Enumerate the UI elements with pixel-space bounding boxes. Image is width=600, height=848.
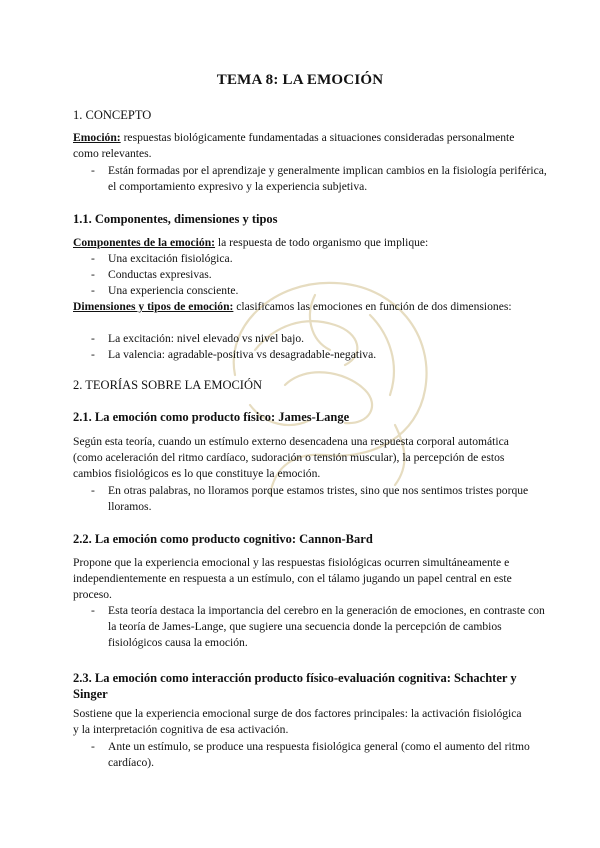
definition: clasificamos las emociones en función de dos dimensiones:	[233, 300, 512, 313]
list-item: - Una experiencia consciente.	[91, 283, 548, 299]
subsection-heading: 2.1. La emoción como producto físico: James-Lange	[73, 410, 350, 424]
paragraph: Según esta teoría, cuando un estímulo externo desencadena una respuesta corporal automática (como aceleración del ritmo cardíaco, sudoración o tensión muscular), la percepción de estos cambios fisiológicos es lo que constituye la emoción.	[73, 435, 509, 480]
paragraph	[73, 235, 528, 251]
list-item: - La valencia: agradable-positiva vs desagradable-negativa.	[91, 347, 548, 363]
paragraph	[73, 130, 528, 162]
paragraph: Sostiene que la experiencia emocional surge de dos factores principales: la activación fisiológica y la interpretación cognitiva de esa activación.	[73, 707, 522, 736]
list-item: - La excitación: nivel elevado vs nivel bajo.	[91, 331, 548, 347]
section-heading: 2. TEORÍAS SOBRE LA EMOCIÓN	[73, 378, 263, 392]
term: Dimensiones y tipos de emoción:	[73, 300, 234, 313]
page-title: TEMA 8: LA EMOCIÓN	[216, 72, 384, 88]
paragraph: Propone que la experiencia emocional y las respuestas fisiológicas ocurren simultáneamente e independientemente en respuesta a un estímulo, con el tálamo jugando un papel central en este proceso.	[73, 556, 512, 601]
definition: respuestas biológicamente fundamentadas a situaciones consideradas personalmente como relevantes.	[73, 131, 515, 160]
subsection-heading: 2.3. La emoción como interacción producto físico-evaluación cognitiva: Schachter y Singer	[73, 671, 517, 701]
subsection-heading: 2.2. La emoción como producto cognitivo: Cannon-Bard	[73, 532, 373, 546]
list-item: - En otras palabras, no lloramos porque estamos tristes, sino que nos sentimos tristes porque lloramos.	[91, 483, 548, 515]
section-heading: 1. CONCEPTO	[73, 108, 152, 122]
list-item: - Conductas expresivas.	[91, 267, 548, 283]
subsection-heading: 1.1. Componentes, dimensiones y tipos	[73, 212, 278, 226]
list-item: - Están formadas por el aprendizaje y generalmente implican cambios en la fisiología periférica, el comportamiento expresivo y la experiencia subjetiva.	[91, 163, 548, 195]
list-item: - Ante un estímulo, se produce una respuesta fisiológica general (como el aumento del ritmo cardíaco).	[91, 739, 548, 771]
list-item: - Esta teoría destaca la importancia del cerebro en la generación de emociones, en contraste con la teoría de James-Lange, que sugiere una secuencia donde la percepción de cambios fisiológicos causa la emoción.	[91, 603, 548, 651]
term: Componentes de la emoción:	[73, 236, 216, 249]
paragraph	[73, 299, 528, 315]
definition: la respuesta de todo organismo que implique:	[215, 236, 429, 249]
list-item: - Una excitación fisiológica.	[91, 251, 548, 267]
term: Emoción:	[73, 131, 121, 144]
